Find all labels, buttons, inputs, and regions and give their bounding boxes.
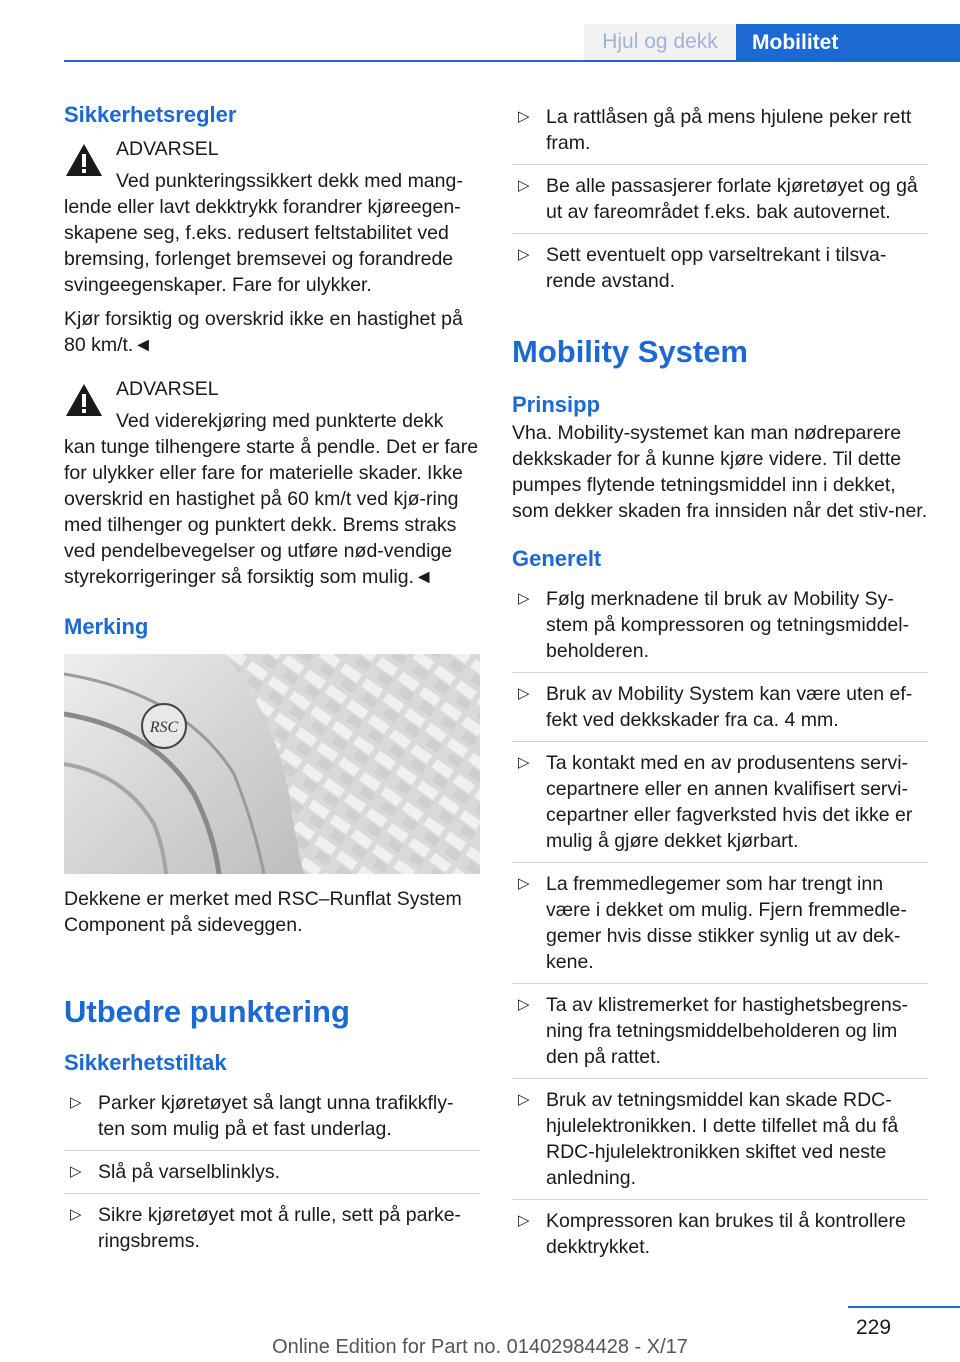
chapter-tab[interactable]: Mobilitet bbox=[736, 24, 960, 62]
tyre-logo-text: RSC bbox=[149, 719, 179, 736]
repair-heading: Utbedre punktering bbox=[64, 994, 350, 1029]
list-item: ▷ Bruk av Mobility System kan være uten ef-fekt ved dekkskader fra ca. 4 mm. bbox=[512, 672, 928, 741]
warning-text: kan tunge tilhengere starte å pendle. Det er fare for ulykker eller fare for materielle skader. Ikke overskrid en hastighet på 60 km/t ved kjø-ring med tilhenger og punktert dekk. Brems straks ved pendelbevegelser og utføre nød-vendige styrekorrigeringer så forsiktig som mulig.◄ bbox=[64, 436, 479, 588]
triangle-right-outline-icon: ▷ bbox=[518, 875, 530, 892]
triangle-right-outline-icon: ▷ bbox=[70, 1094, 82, 1111]
mobility-system-heading: Mobility System bbox=[512, 334, 748, 369]
list-item: ▷ Kompressoren kan brukes til å kontrollere dekktrykket. bbox=[512, 1199, 928, 1268]
general-heading: Generelt bbox=[512, 546, 602, 571]
section-tab[interactable]: Hjul og dekk bbox=[584, 24, 736, 60]
triangle-right-outline-icon: ▷ bbox=[518, 177, 530, 194]
list-item: ▷ La rattlåsen gå på mens hjulene peker rett fram. bbox=[518, 106, 912, 154]
marking-heading: Merking bbox=[64, 614, 149, 639]
triangle-right-outline-icon: ▷ bbox=[518, 1091, 530, 1108]
warning-block-2 bbox=[64, 376, 480, 590]
marking-caption: Dekkene er merket med RSC–Runflat System Component på sideveggen. bbox=[64, 888, 462, 936]
list-item: ▷ Følg merknadene til bruk av Mobility Sy-stem på kompressoren og tetningsmiddel-beholderen. bbox=[518, 588, 910, 662]
warning-text: lende eller lavt dekktrykk forandrer kjøreegen-skapene seg, f.eks. redusert feltstabilitet ved bremsing, forlenget bremsevei og forandrede svingeegenskaper. Fare for ulykker. bbox=[64, 196, 461, 296]
tyre-illustration bbox=[64, 654, 480, 874]
warning-text-first-line: Ved punkteringssikkert dekk med mang- bbox=[116, 170, 463, 192]
triangle-right-outline-icon: ▷ bbox=[70, 1206, 82, 1223]
list-item: ▷ Sett eventuelt opp varseltrekant i tilsva-rende avstand. bbox=[512, 233, 928, 302]
list-item: ▷ La fremmedlegemer som har trengt inn være i dekket om mulig. Fjern fremmedle-gemer hvis disse stikker synlig ut av dek-kene. bbox=[512, 862, 928, 983]
left-column bbox=[64, 100, 480, 1262]
list-item: ▷ Be alle passasjerer forlate kjøretøyet og gå ut av fareområdet f.eks. bak autovernet. bbox=[512, 164, 928, 233]
warning-text-first-line: Ved viderekjøring med punkterte dekk bbox=[116, 410, 444, 432]
edition-footer: Online Edition for Part no. 01402984428 - X/17 bbox=[272, 1336, 688, 1358]
warning-title: ADVARSEL bbox=[116, 138, 219, 160]
list-item: ▷ Ta kontakt med en av produsentens servi-cepartnere eller en annen kvalifisert servi-cepartner eller fagverksted hvis det ikke er mulig å gjøre dekket kjørbart. bbox=[512, 741, 928, 862]
triangle-right-outline-icon: ▷ bbox=[518, 996, 530, 1013]
triangle-right-outline-icon: ▷ bbox=[518, 246, 530, 263]
list-item: ▷ Parker kjøretøyet så langt unna trafikkfly-ten som mulig på et fast underlag. bbox=[70, 1092, 454, 1140]
safety-measures-list bbox=[64, 1082, 480, 1262]
page-number: 229 bbox=[856, 1316, 892, 1339]
principle-heading: Prinsipp bbox=[512, 392, 601, 417]
general-list bbox=[512, 578, 928, 1268]
safety-rules-heading: Sikkerhetsregler bbox=[64, 102, 237, 127]
warning-triangle-icon bbox=[64, 382, 104, 418]
warning-triangle-icon bbox=[64, 142, 104, 178]
list-item: ▷ Ta av klistremerket for hastighetsbegrens-ning fra tetningsmiddelbeholderen og lim den på rattet. bbox=[512, 983, 928, 1078]
warning-block-1 bbox=[64, 136, 480, 358]
precaution-list bbox=[512, 96, 928, 302]
triangle-right-outline-icon: ▷ bbox=[70, 1163, 82, 1180]
list-item: ▷ Slå på varselblinklys. bbox=[64, 1150, 480, 1193]
triangle-right-outline-icon: ▷ bbox=[518, 1212, 530, 1229]
header-rule bbox=[64, 60, 960, 62]
triangle-right-outline-icon: ▷ bbox=[518, 108, 530, 125]
triangle-right-outline-icon: ▷ bbox=[518, 590, 530, 607]
warning-title: ADVARSEL bbox=[116, 378, 219, 400]
warning-advice: Kjør forsiktig og overskrid ikke en hastighet på 80 km/t.◄ bbox=[64, 308, 463, 356]
list-item: ▷ Sikre kjøretøyet mot å rulle, sett på parke-ringsbrems. bbox=[64, 1193, 480, 1262]
triangle-right-outline-icon: ▷ bbox=[518, 754, 530, 771]
list-item: ▷ Bruk av tetningsmiddel kan skade RDC-hjulelektronikken. I dette tilfellet må du få RDC-hjulelektronikken skiftet ved neste anledning. bbox=[512, 1078, 928, 1199]
principle-text: Vha. Mobility-systemet kan man nødreparere dekkskader for å kunne kjøre videre. Til dette pumpes flytende tetningsmiddel inn i dekket, som dekker skaden fra innsiden når det stiv-ner. bbox=[512, 422, 928, 522]
footer-rule bbox=[848, 1306, 960, 1308]
safety-measures-heading: Sikkerhetstiltak bbox=[64, 1050, 227, 1075]
triangle-right-outline-icon: ▷ bbox=[518, 685, 530, 702]
right-column bbox=[512, 100, 928, 1268]
